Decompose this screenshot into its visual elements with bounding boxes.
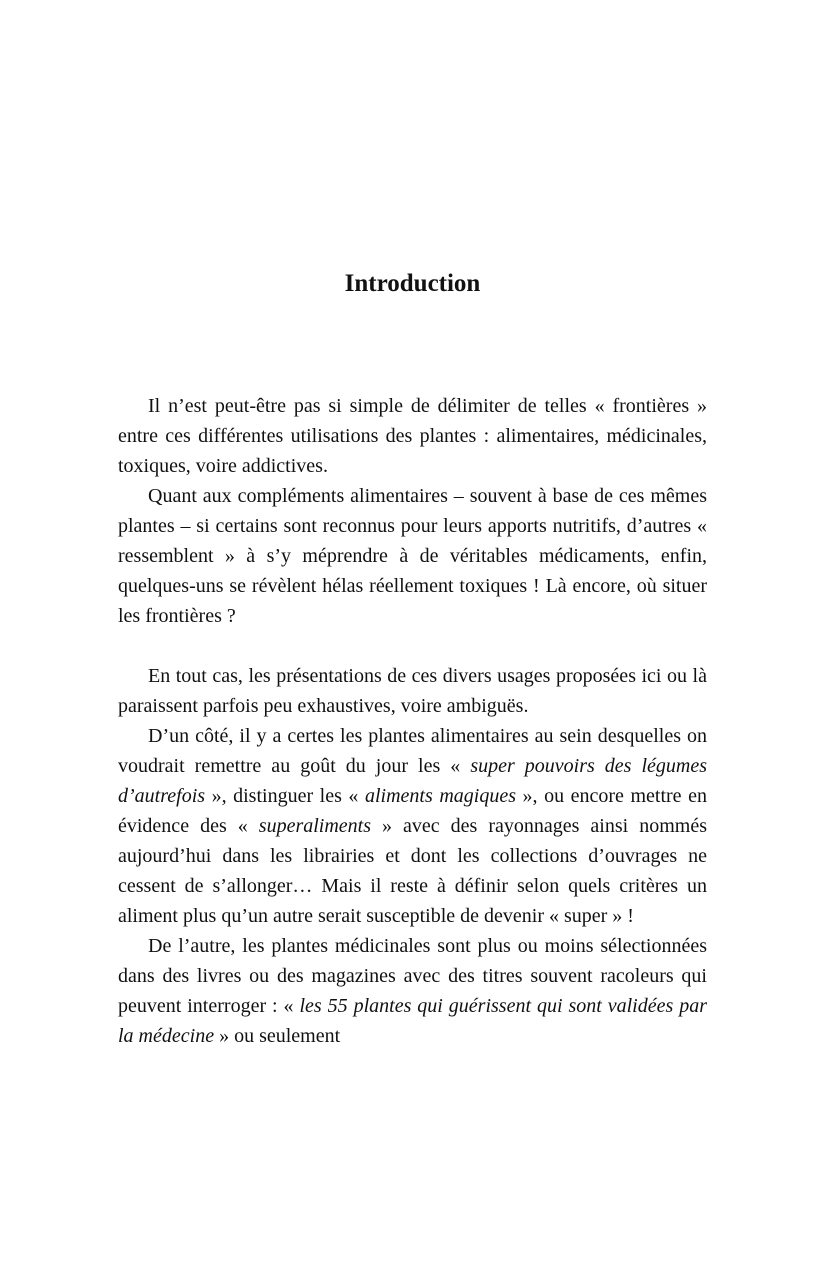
paragraph-text: », ou encore mettre en évidence des «: [118, 785, 707, 837]
italic-text: superaliments: [258, 815, 371, 837]
chapter-title: Introduction: [344, 270, 481, 297]
italic-text: super pouvoirs des légumes d’autrefois: [118, 755, 708, 807]
body-text: [118, 391, 707, 1051]
paragraph-text: » avec des rayonnages ainsi nommés aujourd’hui dans les librairies et dont les collections d’ouvrages ne cessent de s’allonger… Mais il reste à définir selon quels critères un aliment plus qu’un autre serait susceptible de devenir « super » !: [118, 815, 707, 927]
italic-text: aliments magiques: [365, 785, 516, 807]
paragraph: [118, 721, 707, 931]
paragraph-text: Quant aux compléments alimentaires – souvent à base de ces mêmes plantes – si certains sont reconnus pour leurs apports nutritifs, d’autres « ressemblent » à s’y méprendre à de véritables médicaments, enfin, quelques-uns se révèlent hélas réellement toxiques ! Là encore, où situer les frontières ?: [118, 485, 707, 627]
paragraph-text: D’un côté, il y a certes les plantes alimentaires au sein desquelles on voudrait remettre au goût du jour les «: [118, 725, 707, 777]
paragraph: [118, 661, 707, 721]
paragraph: [118, 481, 707, 631]
paragraph-text: De l’autre, les plantes médicinales sont plus ou moins sélectionnées dans des livres ou des magazines avec des titres souvent racoleurs qui peuvent interroger : «: [118, 935, 707, 1017]
paragraph: [118, 391, 707, 481]
paragraph-text: En tout cas, les présentations de ces divers usages proposées ici ou là paraissent parfois peu exhaustives, voire ambiguës.: [118, 665, 707, 717]
paragraph-text: Il n’est peut-être pas si simple de délimiter de telles « frontières » entre ces différentes utilisations des plantes : alimentaires, médicinales, toxiques, voire addictives.: [118, 395, 707, 477]
paragraph-text: », distinguer les «: [205, 785, 365, 807]
paragraph-text: » ou seulement: [214, 1025, 341, 1047]
paragraph: [118, 931, 707, 1051]
italic-text: les 55 plantes qui guérissent qui sont validées par la médecine: [118, 995, 707, 1047]
